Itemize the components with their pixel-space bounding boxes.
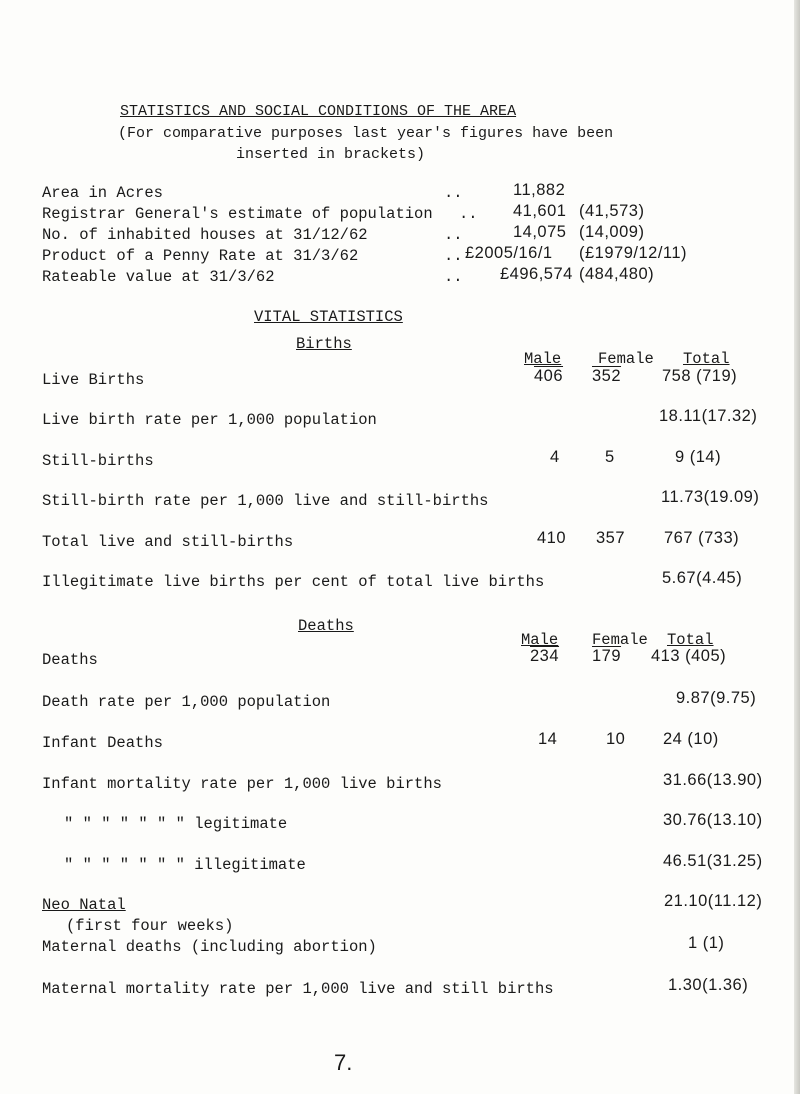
births-row-female: 352 — [592, 367, 622, 385]
deaths-row-total: 31.66(13.90) — [663, 771, 763, 789]
column-female: Female — [592, 631, 648, 649]
column-total: Total — [667, 631, 714, 649]
deaths-row-total: 9.87(9.75) — [676, 689, 757, 707]
deaths-row-total: 24 (10) — [663, 730, 719, 748]
births-row-female: 357 — [596, 529, 626, 547]
deaths-row-total: 1 (1) — [688, 934, 725, 952]
deaths-row-label: Infant mortality rate per 1,000 live births — [42, 775, 442, 793]
deaths-row-label: Maternal mortality rate per 1,000 live and still births — [42, 980, 554, 998]
births-row-male: 406 — [534, 367, 564, 385]
area-stat-previous: (484,480) — [579, 265, 655, 283]
deaths-row-label: " " " " " " " illegitimate — [64, 856, 306, 874]
leader-dots: .. — [444, 226, 463, 244]
area-stat-value: 41,601 — [513, 202, 567, 220]
births-row-label: Still-births — [42, 452, 154, 470]
births-heading: Births — [296, 335, 352, 353]
deaths-row-label: Deaths — [42, 651, 98, 669]
header-note-line1: (For comparative purposes last year's figures have been — [118, 125, 614, 142]
deaths-row-total: 413 (405) — [651, 647, 727, 665]
vital-statistics-heading: VITAL STATISTICS — [254, 308, 403, 326]
births-row-male: 4 — [550, 448, 560, 466]
deaths-row-female: 10 — [606, 730, 626, 748]
area-stat-label: Rateable value at 31/3/62 — [42, 268, 275, 286]
deaths-row-total: 1.30(1.36) — [668, 976, 749, 994]
deaths-row-label: Neo Natal — [42, 896, 126, 914]
births-row-label: Still-birth rate per 1,000 live and still-births — [42, 492, 489, 510]
area-stat-value: £496,574 — [500, 265, 573, 283]
area-stat-value: 11,882 — [513, 181, 566, 199]
area-stat-value: £2005/16/1 — [465, 244, 553, 262]
area-stat-label: Registrar General's estimate of population — [42, 205, 433, 223]
area-stat-label: Area in Acres — [42, 184, 163, 202]
deaths-row-total: 21.10(11.12) — [664, 892, 763, 910]
births-row-label: Total live and still-births — [42, 533, 294, 551]
area-stat-previous: (14,009) — [579, 223, 645, 241]
page-number: 7. — [334, 1050, 353, 1075]
leader-dots: .. — [444, 268, 463, 286]
births-row-male: 410 — [537, 529, 567, 547]
area-stat-value: 14,075 — [513, 223, 567, 241]
leader-dots: .. — [444, 184, 463, 202]
deaths-row-female: 179 — [592, 647, 622, 665]
area-stat-previous: (£1979/12/11) — [579, 244, 688, 262]
births-row-label: Live Births — [42, 371, 145, 389]
deaths-row-total: 46.51(31.25) — [663, 852, 763, 870]
births-row-total: 767 (733) — [664, 529, 740, 547]
area-stat-label: Product of a Penny Rate at 31/3/62 — [42, 247, 359, 265]
page-title: STATISTICS AND SOCIAL CONDITIONS OF THE AREA — [120, 103, 517, 120]
births-row-female: 5 — [605, 448, 615, 466]
deaths-heading: Deaths — [298, 617, 354, 635]
deaths-row-male: 234 — [530, 647, 560, 665]
births-row-total: 5.67(4.45) — [662, 569, 743, 587]
births-row-total: 9 (14) — [675, 448, 722, 466]
deaths-row-label: Infant Deaths — [42, 734, 163, 752]
deaths-row-total: 30.76(13.10) — [663, 811, 763, 829]
column-male: Male — [521, 631, 559, 649]
deaths-row-sublabel: (first four weeks) — [66, 917, 234, 935]
births-row-total: 18.11(17.32) — [659, 407, 758, 425]
deaths-row-label: Maternal deaths (including abortion) — [42, 938, 377, 956]
column-female: Female — [598, 350, 654, 368]
area-stat-previous: (41,573) — [579, 202, 645, 220]
deaths-row-label: Death rate per 1,000 population — [42, 693, 331, 711]
column-total: Total — [683, 350, 730, 368]
leader-dots: .. — [459, 205, 478, 223]
area-stat-label: No. of inhabited houses at 31/12/62 — [42, 226, 368, 244]
deaths-row-male: 14 — [538, 730, 558, 748]
births-row-label: Live birth rate per 1,000 population — [42, 411, 377, 429]
births-row-label: Illegitimate live births per cent of total live births — [42, 573, 545, 591]
leader-dots: .. — [444, 247, 463, 265]
column-male: Male — [524, 350, 562, 368]
births-row-total: 11.73(19.09) — [661, 488, 760, 506]
header-note-line2: inserted in brackets) — [236, 146, 426, 163]
page-edge-shadow — [794, 0, 800, 1094]
deaths-row-label: " " " " " " " legitimate — [64, 815, 288, 833]
births-row-total: 758 (719) — [662, 367, 738, 385]
